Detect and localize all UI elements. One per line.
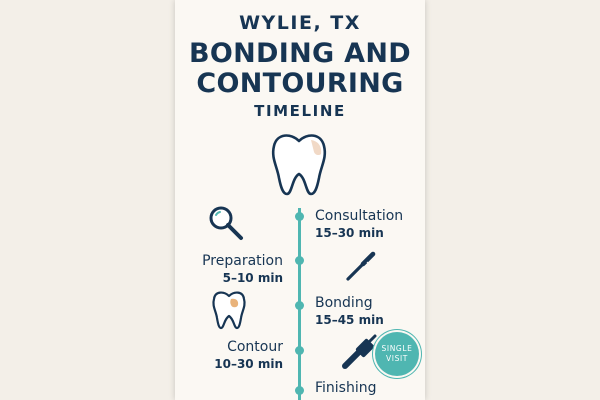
step-bonding [315,294,384,328]
subtitle: TIMELINE [254,102,346,120]
step-name: Contour [227,339,283,355]
step-contour [214,338,283,372]
step-duration: 15–45 min [315,313,384,327]
badge-line-1: SINGLE [381,344,413,353]
title-line-2: CONTOURING [196,68,404,99]
timeline-dot-preparation [295,256,304,265]
single-visit-badge [375,332,419,376]
step-name: Finishing [315,380,377,396]
title-line-1: BONDING AND [189,38,411,69]
timeline-dot-bonding [295,301,304,310]
magnifier-icon [207,204,245,242]
dental-brush-icon [343,250,377,284]
step-consultation [315,207,403,241]
timeline-dot-finishing [295,386,304,395]
tooth-bonding-icon [211,290,247,330]
step-name: Bonding [315,295,373,311]
curing-light-icon [339,334,379,370]
tooth-icon [269,130,329,198]
step-duration: 15–30 min [315,226,384,240]
location-heading: WYLIE, TX [239,12,361,34]
step-name: Consultation [315,208,404,224]
step-duration: 10–30 min [214,357,283,371]
step-duration: 5–10 min [222,271,283,285]
timeline-poster [175,0,425,400]
step-finishing [315,379,377,397]
badge-line-2: VISIT [386,354,408,363]
timeline-dot-contour [295,346,304,355]
step-name: Preparation [202,253,283,269]
step-preparation [202,252,283,286]
timeline-dot-consultation [295,212,304,221]
